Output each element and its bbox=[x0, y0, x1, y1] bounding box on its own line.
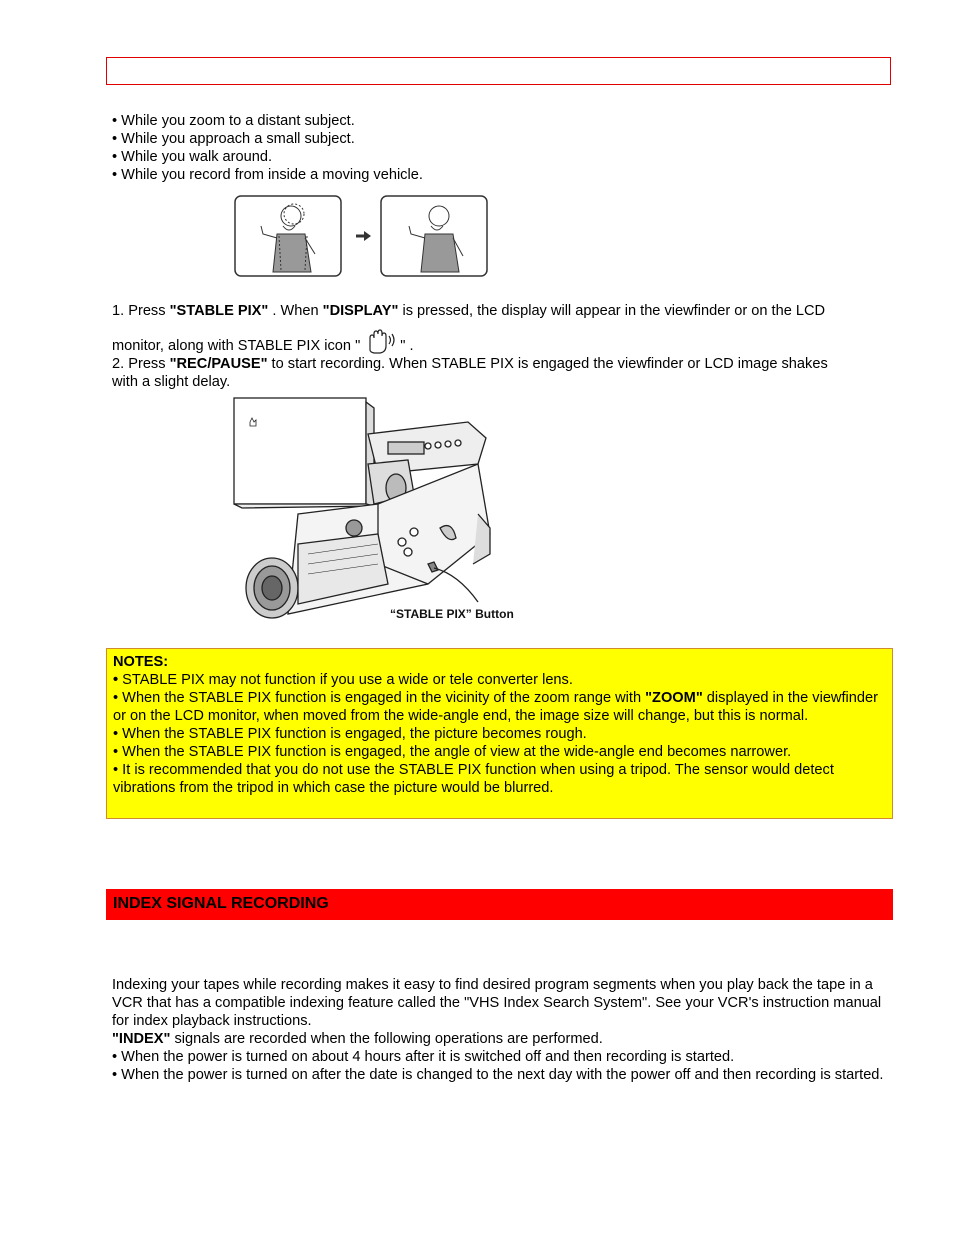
note-2-text: • When the STABLE PIX function is engaged in the vicinity of the zoom range with bbox=[113, 690, 646, 706]
stable-pix-keyword: "STABLE PIX" bbox=[169, 303, 269, 319]
note-2-text: displayed in the viewfinder or on the LCD monitor, when moved from the wide-angle end, the image size will change, but this is normal. bbox=[113, 690, 878, 724]
index-intro-paragraph: Indexing your tapes while recording makes it easy to find desired program segments when you play back the tape in a VCR that has a compatible indexing feature called the "VHS Index Search System". See your VCR's instruction manual for index playback instructions. bbox=[112, 977, 882, 1029]
rec-pause-keyword: "REC/PAUSE" bbox=[169, 356, 268, 372]
note-5: • It is recommended that you do not use the STABLE PIX function when using a tripod. The sensor would detect vibrations from the tripod in which case the picture would be blurred. bbox=[113, 762, 834, 796]
stable-pix-hand-icon bbox=[360, 328, 400, 354]
zoom-keyword: "ZOOM" bbox=[645, 690, 703, 706]
notes-heading: NOTES: bbox=[113, 654, 169, 670]
note-bullet: • bbox=[113, 672, 119, 688]
note-1 bbox=[113, 671, 886, 689]
bullet-vehicle: • While you record from inside a moving vehicle. bbox=[112, 167, 423, 183]
step-1-line-2 bbox=[112, 337, 414, 355]
shake-comparison-illustration bbox=[233, 194, 489, 278]
section-title: INDEX SIGNAL RECORDING bbox=[113, 895, 329, 912]
stable-pix-button-label: “STABLE PIX” Button bbox=[390, 607, 514, 621]
index-bullet-2: • When the power is turned on after the date is changed to the next day with the power off and then recording is started. bbox=[112, 1067, 884, 1083]
display-keyword: "DISPLAY" bbox=[322, 303, 399, 319]
step-1-text: is pressed, the display will appear in the viewfinder or on the LCD bbox=[398, 303, 826, 319]
bullet-zoom: • While you zoom to a distant subject. bbox=[112, 113, 355, 129]
step-2-line-1 bbox=[112, 355, 828, 373]
bullet-approach: • While you approach a small subject. bbox=[112, 131, 355, 147]
note-1-text: STABLE PIX may not function if you use a wide or tele converter lens. bbox=[118, 672, 573, 688]
step-1-text: " . bbox=[400, 338, 414, 354]
notes-box bbox=[106, 648, 893, 819]
note-2 bbox=[113, 689, 886, 725]
step-2-line-2: with a slight delay. bbox=[112, 374, 231, 390]
bullet-walk: • While you walk around. bbox=[112, 149, 273, 165]
lcd-monitor bbox=[234, 398, 366, 504]
camcorder-illustration bbox=[228, 394, 528, 630]
note-4: • When the STABLE PIX function is engaged, the angle of view at the wide-angle end becomes narrower. bbox=[113, 744, 792, 760]
step-1-text: 1. Press bbox=[112, 303, 170, 319]
top-header-box bbox=[106, 57, 891, 85]
step-1-line-1 bbox=[112, 302, 825, 320]
index-keyword: "INDEX" bbox=[112, 1031, 171, 1047]
step-2-text: to start recording. When STABLE PIX is engaged the viewfinder or LCD image shakes bbox=[267, 356, 828, 372]
index-signal-text: signals are recorded when the following operations are performed. bbox=[170, 1031, 603, 1047]
step-1-text: . When bbox=[268, 303, 323, 319]
index-bullet-1: • When the power is turned on about 4 hours after it is switched off and then recording is started. bbox=[112, 1049, 735, 1065]
note-3: • When the STABLE PIX function is engaged, the picture becomes rough. bbox=[113, 726, 587, 742]
step-2-text: 2. Press bbox=[112, 356, 170, 372]
index-signal-line bbox=[112, 1030, 603, 1048]
step-1-text: monitor, along with STABLE PIX icon " bbox=[112, 338, 361, 354]
section-header-bar bbox=[106, 889, 893, 920]
